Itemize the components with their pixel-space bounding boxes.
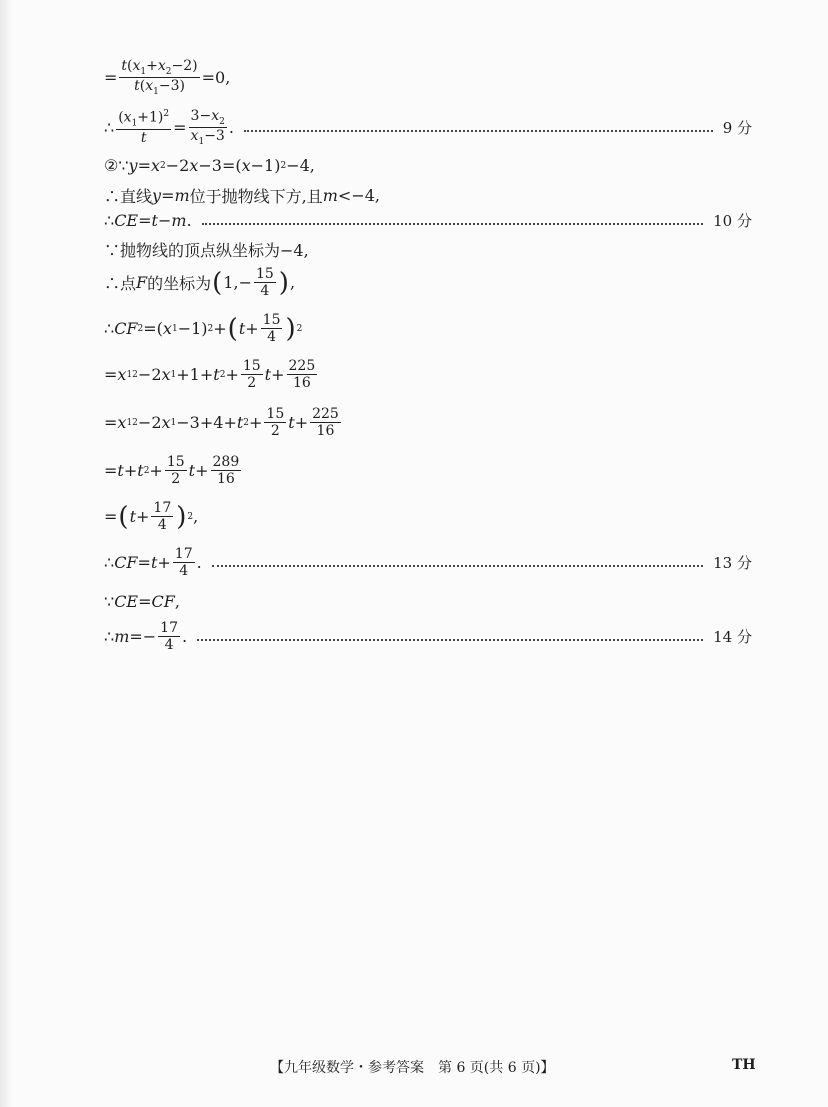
solution-line-13: ∴ CF = t + $\frac{17}{4}$ . 13 分: [104, 546, 752, 580]
score-13: 13 分: [713, 554, 752, 573]
solution-line-11: = t + t 2 + $\frac{15}{2}$ t + $\frac{289}{16}$: [104, 454, 240, 488]
score-10: 10 分: [713, 212, 752, 230]
solution-line-9: = x 1 2 −2 x 1 +1+ t 2 + $\frac{15}{2}$ t + $\frac{225}{16}$: [104, 358, 316, 392]
solution-line-12: = ( t + $\frac{17}{4}$ ) 2 ,: [104, 500, 199, 534]
solution-line-8: ∴ CF 2 =( x 1 −1) 2 + ( t + $\frac{15}{4}$ ) 2: [104, 312, 303, 346]
leader-dots: [197, 639, 703, 641]
solution-line-2: ∴ $\frac{(x_1+1)^2}{t}$ = $\frac{3-x_2}{x_1-3}$ . 9 分: [104, 108, 752, 147]
solution-line-5: ∴ CE = t − m . 10 分: [104, 211, 752, 230]
solution-line-1: = $\frac{t(x_1+x_2-2)}{t(x_1-3)}$ =0,: [104, 58, 231, 97]
leader-dots: [202, 223, 704, 225]
solution-line-7: ∴点 F 的坐标为 ( 1,− $\frac{15}{4}$ ) ,: [104, 266, 296, 300]
page-edge: [0, 0, 12, 1107]
score-14: 14 分: [713, 628, 752, 647]
score-9: 9 分: [722, 119, 752, 138]
solution-line-15: ∴ m =− $\frac{17}{4}$ . 14 分: [104, 620, 752, 654]
solution-line-10: = x 1 2 −2 x 1 −3+4+ t 2 + $\frac{15}{2}$ t + $\frac{225}{16}$: [104, 406, 339, 440]
solution-line-3: ②∵ y = x 2 −2 x −3=( x −1) 2 −4,: [104, 156, 315, 175]
page-footer: 【九年级数学・参考答案 第 6 页(共 6 页)】: [270, 1060, 555, 1076]
leader-dots: [244, 130, 713, 132]
solution-line-14: ∵ CE = CF ,: [104, 592, 180, 611]
solution-line-6: ∵抛物线的顶点纵坐标为−4,: [104, 241, 309, 260]
footer-tag: TH: [732, 1057, 756, 1073]
solution-line-4: ∴直线 y = m 位于抛物线下方,且 m <−4,: [104, 186, 380, 206]
leader-dots: [212, 565, 703, 567]
